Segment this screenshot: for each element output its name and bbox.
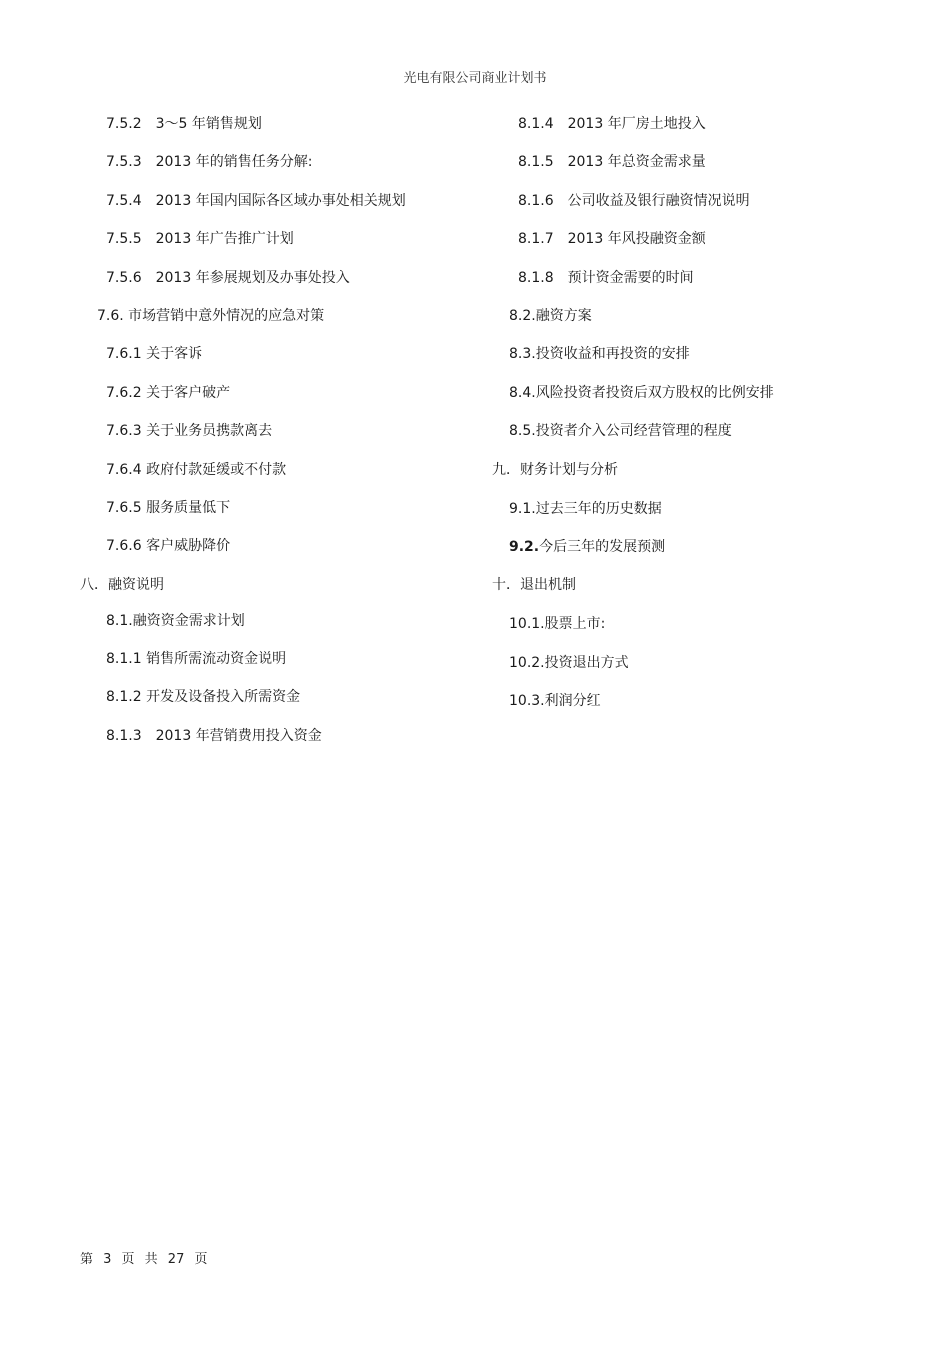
toc-entry [492,420,912,458]
toc-entry-text: 10.1.股票上市: [509,616,606,633]
toc-entry-text: 7.6.5 服务质量低下 [106,499,231,516]
toc-entry-text: 10.3.利润分红 [509,693,601,710]
toc-entry-text: 7.6.4 政府付款延缓或不付款 [106,461,287,478]
toc-entry [80,305,480,343]
toc-entry-text: 10.2.投资退出方式 [509,654,629,671]
toc-entry-text: 7.6. 市场营销中意外情况的应急对策 [97,307,325,324]
toc-entry-text: 8.1.8 预计资金需要的时间 [518,269,694,286]
toc-entry [80,497,480,535]
toc-entry [492,652,912,690]
toc-entry [492,536,912,574]
toc-entry-text: 8.1.7 2013 年风投融资金额 [518,231,706,248]
toc-entry [492,190,912,228]
toc-entry-text: 8.1.2 开发及设备投入所需资金 [106,689,301,706]
toc-entry [80,151,480,189]
toc-entry [80,267,480,305]
toc-entry-text: 7.6.1 关于客诉 [106,346,203,363]
toc-entry-text: 7.6.3 关于业务员携款离去 [106,423,273,440]
toc-entry-text: 8.3.投资收益和再投资的安排 [509,346,690,363]
toc-entry [492,498,912,536]
toc-entry [80,343,480,381]
toc-entry [80,574,480,610]
toc-entry [492,343,912,381]
toc-entry [492,574,912,613]
toc-entry-text: 8.1.1 销售所需流动资金说明 [106,651,287,668]
toc-entry-number: 9.2. [509,538,540,555]
toc-entry-text: 9.1.过去三年的历史数据 [509,500,662,517]
toc-entry [492,305,912,343]
toc-entry-text: 7.5.2 3～5 年销售规划 [106,116,262,132]
toc-entry [80,725,480,763]
toc-entry [80,228,480,266]
toc-entry [80,648,480,686]
document-header: 光电有限公司商业计划书 [403,71,547,86]
toc-entry-text: 7.5.3 2013 年的销售任务分解: [106,154,313,171]
toc-entry-text: 8.5.投资者介入公司经营管理的程度 [509,423,732,440]
toc-entry [80,459,480,497]
toc-entry [492,382,912,420]
toc-entry-text: 7.5.6 2013 年参展规划及办事处投入 [106,269,350,286]
toc-entry [80,420,480,458]
toc-entry [492,690,912,728]
toc-entry [492,113,912,151]
toc-entry-text: 7.5.5 2013 年广告推广计划 [106,231,294,248]
toc-entry [80,686,480,724]
toc-entry [492,151,912,189]
toc-entry [80,190,480,228]
toc-entry [80,535,480,573]
toc-entry-text: 8.1.5 2013 年总资金需求量 [518,154,706,171]
toc-left-column [80,113,480,763]
toc-right-column [492,113,912,728]
toc-entry-text: 8.1.融资资金需求计划 [106,612,245,629]
toc-entry [492,267,912,305]
toc-entry-text: 今后三年的发展预测 [539,538,666,555]
page-number-footer: 第 3 页 共 27 页 [80,1252,208,1267]
toc-entry-text: 8.2.融资方案 [509,307,592,324]
toc-entry-text: 九．财务计划与分析 [492,461,618,478]
toc-entry [80,113,480,151]
toc-entry-text: 7.6.2 关于客户破产 [106,384,231,401]
toc-entry [492,228,912,266]
toc-entry-text: 十．退出机制 [492,577,576,594]
toc-entry-text: 8.1.6 公司收益及银行融资情况说明 [518,192,750,209]
toc-entry-text: 8.1.3 2013 年营销费用投入资金 [106,727,322,744]
toc-entry-text: 7.6.6 客户威胁降价 [106,538,231,555]
toc-entry-text: 7.5.4 2013 年国内国际各区域办事处相关规划 [106,192,406,209]
toc-entry [492,613,912,651]
toc-entry-text: 八．融资说明 [80,576,164,593]
toc-entry [492,459,912,498]
toc-entry [80,610,480,648]
toc-entry [80,382,480,420]
toc-entry-text: 8.1.4 2013 年厂房土地投入 [518,116,706,132]
toc-entry-text: 8.4.风险投资者投资后双方股权的比例安排 [509,384,774,401]
